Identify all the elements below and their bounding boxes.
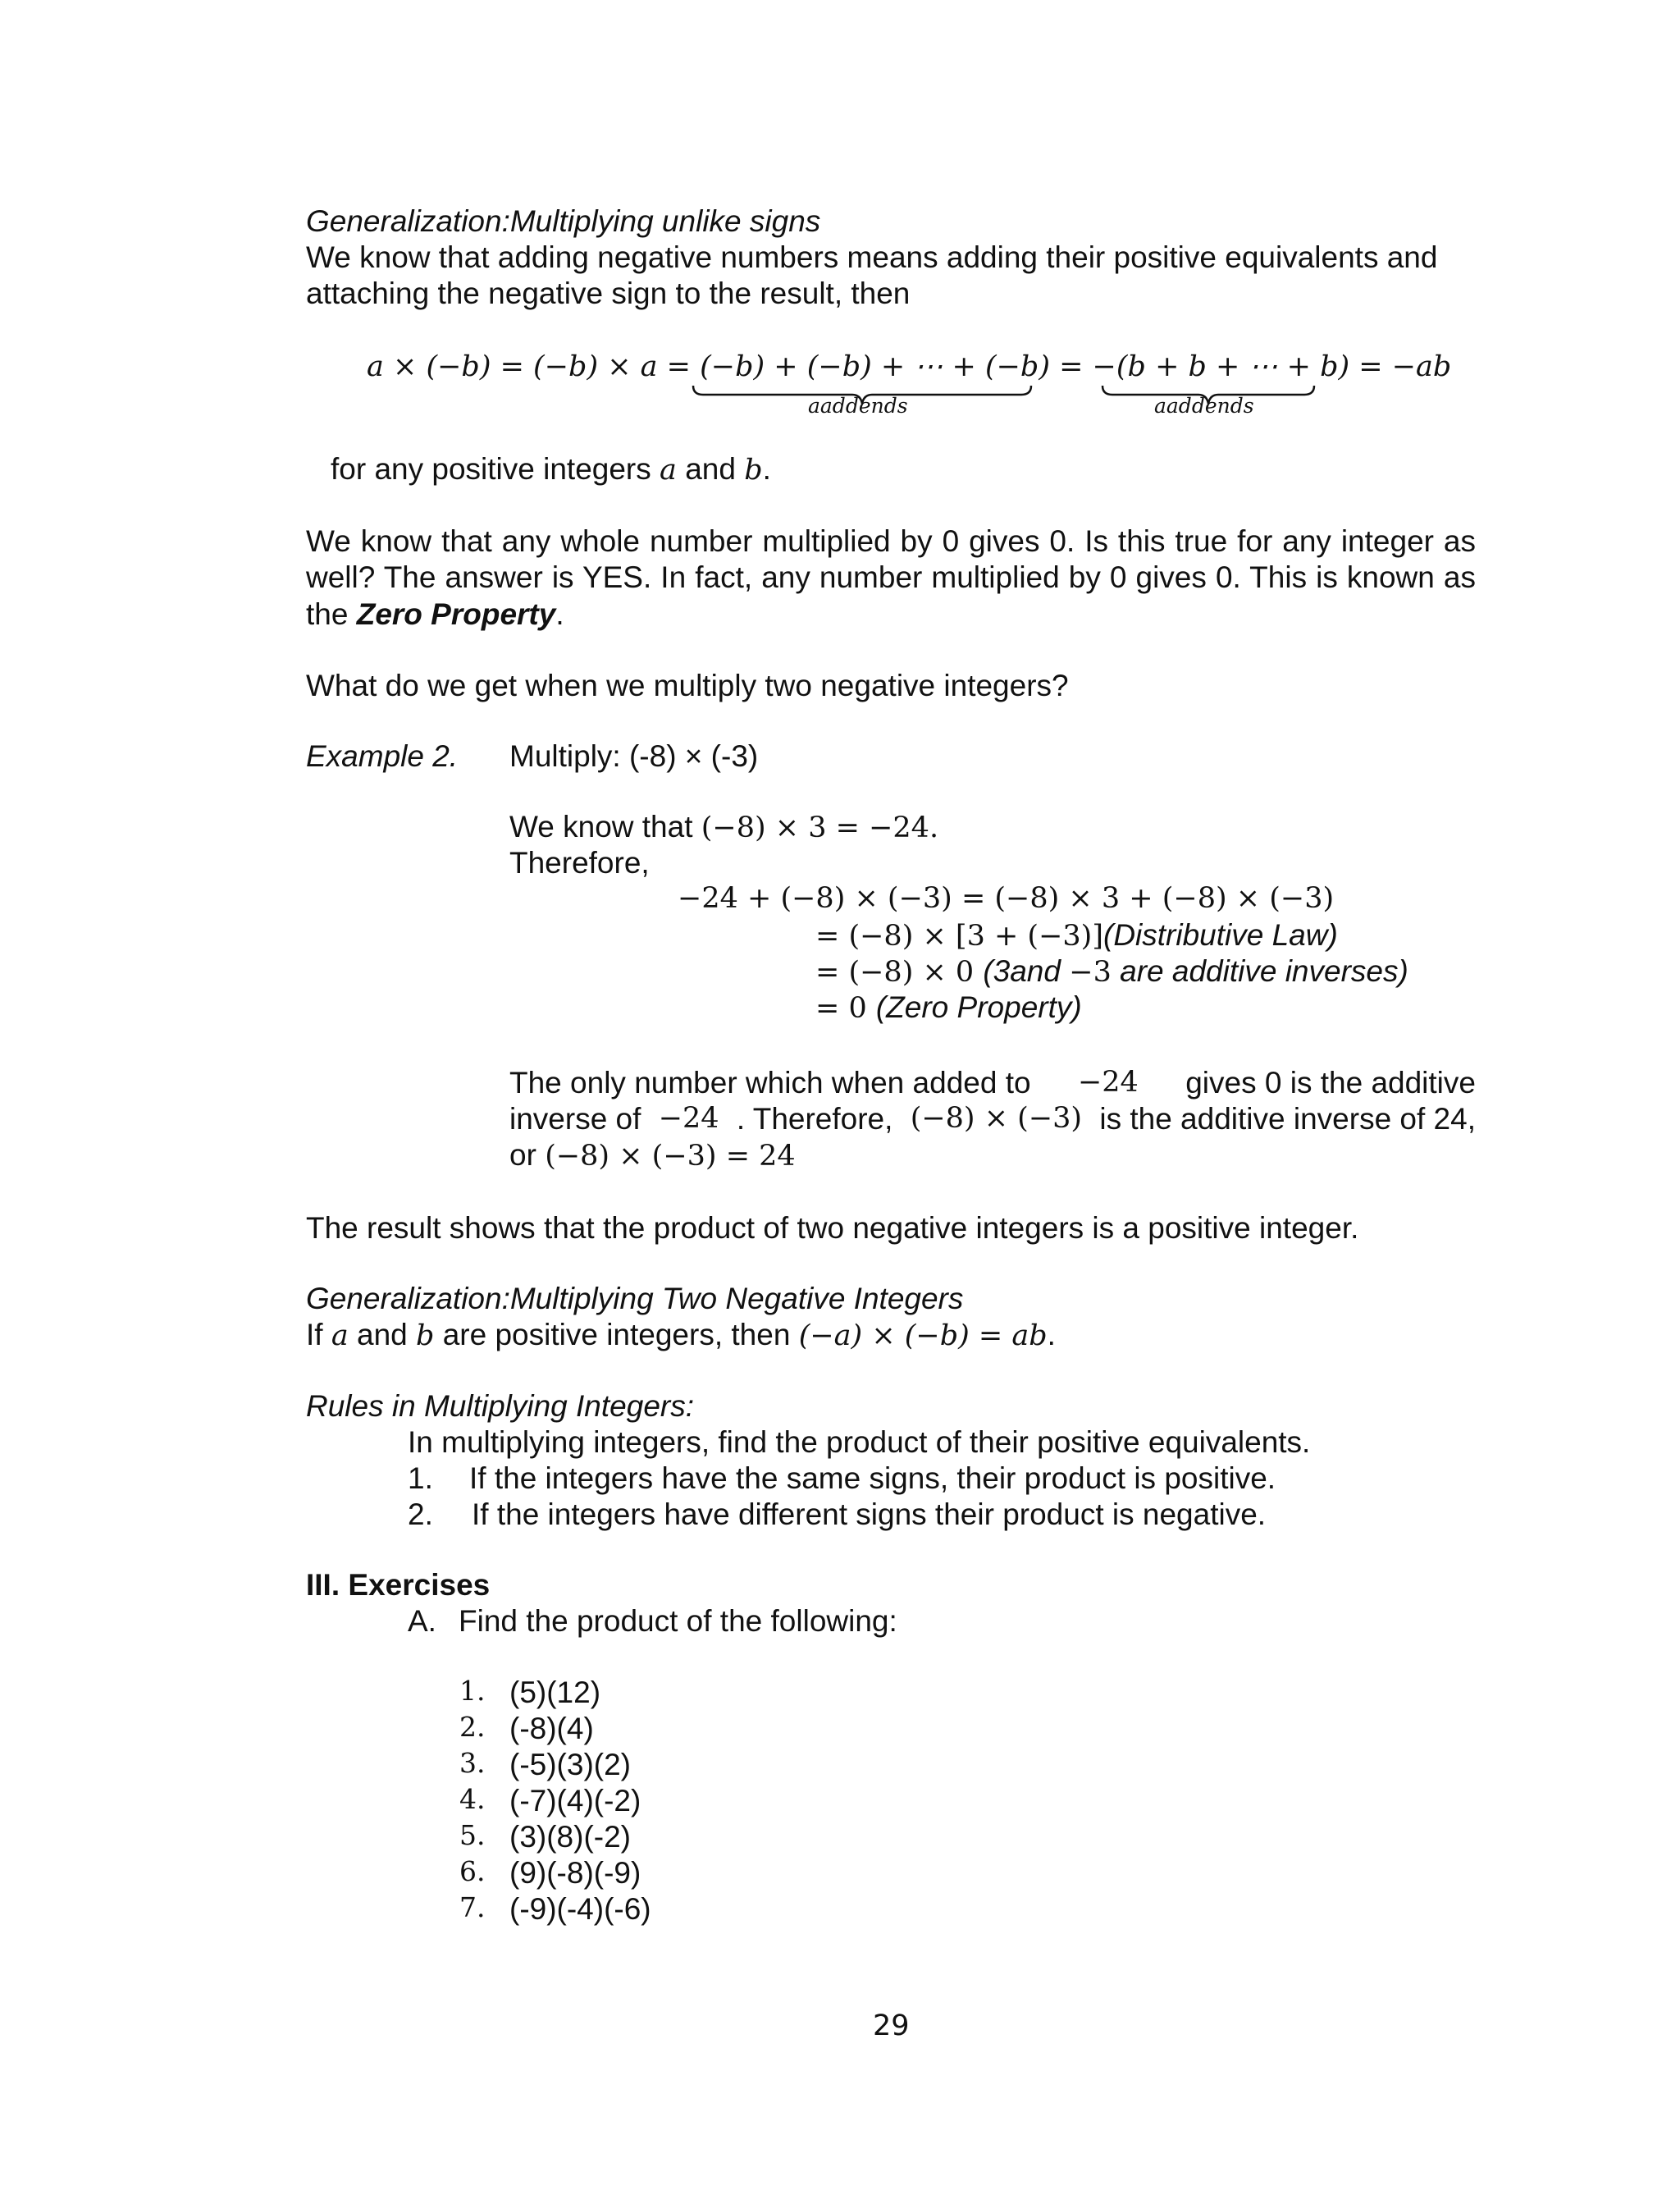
exercise-item: (-8)(4) — [509, 1712, 594, 1745]
rule-number: 2. — [408, 1497, 433, 1531]
math: (−8) × 3 = −24. — [701, 812, 939, 844]
result-statement: The result shows that the product of two negative integers is a positive integer. — [306, 1211, 1359, 1245]
generalization-2-statement — [306, 1317, 1056, 1353]
underbrace-1-label: aaddends — [808, 394, 908, 418]
note: (3 — [983, 954, 1011, 988]
math: −3 — [1069, 956, 1112, 989]
exercise-number: 5. — [459, 1819, 486, 1851]
underbrace-2-label: aaddends — [1154, 394, 1254, 418]
var-a: a — [660, 454, 677, 487]
page-number: 29 — [873, 2009, 910, 2042]
text: If — [306, 1318, 331, 1351]
exercise-number: 1. — [459, 1675, 486, 1707]
rule-item — [408, 1461, 433, 1497]
exercise-number: 2. — [459, 1711, 486, 1743]
text: gives 0 is the additive — [1185, 1066, 1476, 1100]
note: (Zero Property) — [875, 990, 1082, 1024]
conclusion-line-3 — [509, 1137, 796, 1173]
example-prompt: Multiply: (-8) × (-3) — [509, 739, 759, 773]
zero-property-paragraph — [306, 523, 1476, 633]
exercises-heading: III. Exercises — [306, 1568, 491, 1602]
math: −24 — [658, 1102, 719, 1135]
equation — [367, 348, 1451, 384]
derivation-step-2 — [815, 917, 1338, 953]
math: (−8) × (−3) = 24 — [545, 1140, 796, 1173]
math: = (−8) × [3 + (−3)] — [815, 920, 1103, 953]
text: We know that any whole number multiplied by 0 gives 0. Is this true for any integer as well? The answer is YES. In fact, any number multiplied by 0 gives 0. This is known as the — [306, 524, 1476, 631]
example-therefore: Therefore, — [509, 846, 650, 880]
exercise-item: (-7)(4)(-2) — [509, 1784, 641, 1817]
part-a-instruction: Find the product of the following: — [459, 1604, 897, 1638]
note: and — [1010, 954, 1070, 988]
text: . — [1047, 1318, 1056, 1351]
derivation-step-3 — [815, 953, 1408, 990]
question: What do we get when we multiply two negative integers? — [306, 669, 1069, 702]
exercise-item: (3)(8)(-2) — [509, 1820, 631, 1854]
text: and — [348, 1318, 417, 1351]
exercise-item: (9)(-8)(-9) — [509, 1856, 641, 1890]
zero-property-term: Zero Property — [356, 597, 556, 631]
paragraph-line: We know that adding negative numbers means adding their positive equivalents and — [306, 240, 1438, 274]
equation-equals: = − — [1049, 350, 1116, 383]
note: (Distributive Law) — [1103, 918, 1338, 952]
exercise-number: 4. — [459, 1783, 486, 1815]
text: for any positive integers — [331, 452, 660, 486]
exercise-number: 3. — [459, 1747, 486, 1779]
rules-intro: In multiplying integers, find the product of their positive equivalents. — [408, 1425, 1311, 1459]
equation-left: a × (−b) = (−b) × a = — [367, 350, 701, 383]
text: are positive integers, then — [434, 1318, 799, 1351]
note: are additive inverses) — [1111, 954, 1408, 988]
text: We know that — [509, 810, 701, 844]
derivation-step-1: −24 + (−8) × (−3) = (−8) × 3 + (−8) × (−3) — [678, 882, 1335, 915]
text: The only number which when added to — [509, 1066, 1031, 1100]
example-label: Example 2. — [306, 739, 459, 773]
generalization-title: Generalization:Multiplying unlike signs — [306, 204, 821, 238]
generalization-2-title: Generalization:Multiplying Two Negative Integers — [306, 1282, 964, 1315]
example-know — [509, 809, 938, 845]
text: . — [762, 452, 771, 486]
exercise-number: 6. — [459, 1855, 486, 1887]
var-b: b — [416, 1319, 435, 1352]
derivation-step-4 — [815, 990, 1082, 1026]
exercise-item: (-9)(-4)(-6) — [509, 1892, 651, 1926]
math: (−a) × (−b) = ab — [798, 1319, 1048, 1352]
text: or — [509, 1138, 546, 1172]
math: −24 — [1077, 1066, 1139, 1099]
exercise-item: (-5)(3)(2) — [509, 1748, 631, 1781]
rule-text: If the integers have the same signs, their product is positive. — [469, 1461, 1276, 1495]
text: . Therefore, — [736, 1102, 893, 1136]
rule-text: If the integers have different signs their product is negative. — [472, 1497, 1267, 1531]
math: (−8) × (−3) — [910, 1102, 1083, 1135]
text: and — [676, 452, 745, 486]
math: = 0 — [815, 992, 876, 1025]
part-a-label: A. — [408, 1604, 436, 1638]
text: . — [555, 597, 564, 631]
exercise-number: 7. — [459, 1891, 486, 1923]
var-b: b — [744, 454, 763, 487]
paragraph-line: attaching the negative sign to the result, then — [306, 277, 911, 310]
rule-number: 1. — [408, 1461, 433, 1495]
for-any-line — [331, 451, 771, 487]
equation-right: = −ab — [1349, 350, 1452, 383]
equation-group-1: (−b) + (−b) + ⋯ + (−b) — [700, 350, 1050, 383]
conclusion-line-2 — [509, 1101, 1476, 1137]
rules-title: Rules in Multiplying Integers: — [306, 1389, 694, 1423]
math: = (−8) × 0 — [815, 956, 984, 989]
text: inverse of — [509, 1102, 641, 1136]
var-a: a — [331, 1319, 349, 1352]
conclusion-line-1 — [509, 1065, 1476, 1101]
equation-group-2: (b + b + ⋯ + b) — [1116, 350, 1350, 383]
text: is the additive inverse of 24, — [1099, 1102, 1476, 1136]
exercise-item: (5)(12) — [509, 1676, 601, 1709]
rule-item — [408, 1497, 433, 1533]
